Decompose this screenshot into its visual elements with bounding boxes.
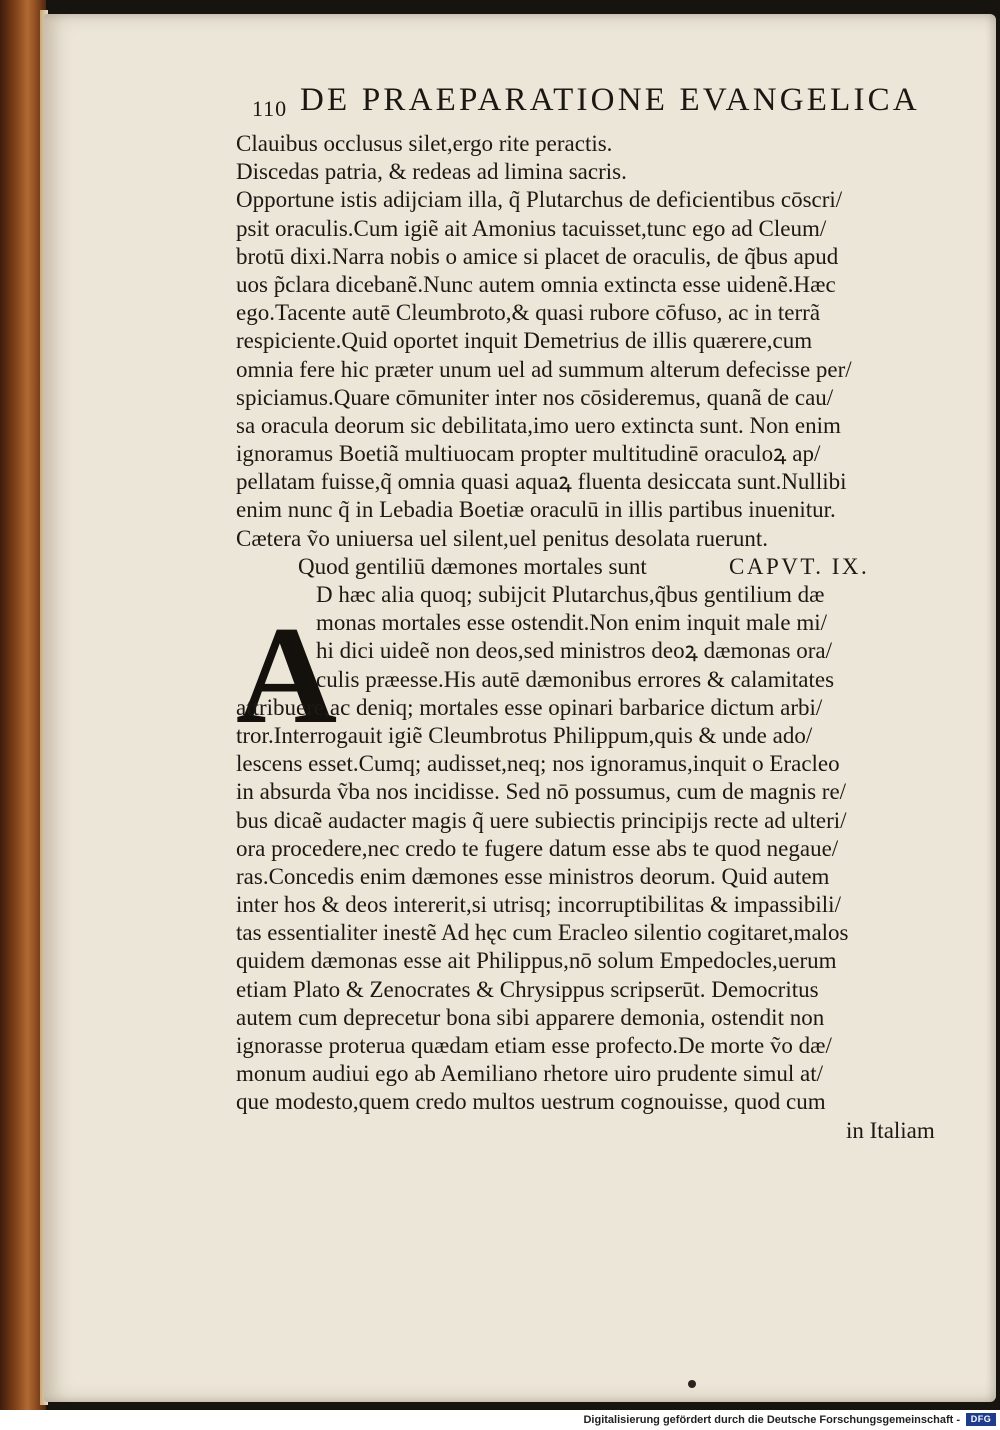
footer-credit: Digitalisierung gefördert durch die Deutsche Forschungsgemeinschaft - — [583, 1414, 960, 1426]
digitization-footer — [0, 1410, 1000, 1430]
text-line: inter hos & deos intererit,si utrisq; incorruptibilitas & impassibili/ — [236, 892, 841, 918]
chapter-heading — [236, 553, 956, 581]
text-line: ego.Tacente autē Cleumbroto,& quasi rubore cōfuso, ac in terrã — [236, 300, 821, 326]
text-line: bus dicaẽ audacter magis q̃ uere subiectis principijs recte ad ulteri/ — [236, 807, 847, 833]
text-line: pellatam fuisse,q̃ omnia quasi aquaꝝ fluenta desiccata sunt.Nullibi — [236, 469, 847, 495]
text-line: lescens esset.Cumq; audisset,neq; nos ignoramus,inquit o Eracleo — [236, 751, 840, 777]
text-line: psit oraculis.Cum igiẽ ait Amonius tacuisset,tunc ego ad Cleum/ — [236, 215, 827, 241]
decorated-drop-initial: A — [236, 598, 338, 753]
chapter-label: CAPVT. IX. — [729, 553, 870, 579]
text-line: ras.Concedis enim dæmones esse ministros deorum. Quid autem — [236, 863, 830, 889]
body-text — [236, 130, 956, 1145]
text-line: Clauibus occlusus silet,ergo rite peractis. — [236, 131, 613, 156]
text-line: monas mortales esse ostendit.Non enim inquit male mi/ — [316, 610, 828, 636]
text-line: D hæc alia quoq; subijcit Plutarchus,q̃bus gentilium dæ — [316, 582, 825, 607]
text-line: monum audiui ego ab Aemiliano rhetore uiro prudente simul at/ — [236, 1061, 824, 1087]
running-head — [250, 82, 950, 128]
text-line: etiam Plato & Zenocrates & Chrysippus scripserūt. Democritus — [236, 976, 819, 1002]
text-line: Discedas patria, & redeas ad limina sacris. — [236, 159, 627, 185]
text-line: enim nunc q̃ in Lebadia Boetiæ oraculū in illis partibus inuenitur. — [236, 497, 836, 523]
text-line: autem cum deprecetur bona sibi apparere demonia, ostendit non — [236, 1004, 825, 1030]
chapter-title: Quod gentiliū dæmones mortales sunt — [298, 553, 647, 579]
text-line: hi dici uideẽ non deos,sed ministros deoꝝ dæmonas ora/ — [316, 638, 833, 664]
text-line: spiciamus.Quare cōmuniter inter nos cōsideremus, quanã de cau/ — [236, 384, 834, 410]
text-line: Opportune istis adijciam illa, q̃ Plutarchus de deficientibus cōscri/ — [236, 187, 843, 213]
text-line: brotū dixi.Narra nobis o amice si placet de oraculis, de q̃bus apud — [236, 243, 839, 269]
text-line: tas essentialiter inestẽ Ad hęc cum Eracleo silentio cogitaret,malos — [236, 920, 849, 946]
text-line: quidem dæmonas esse ait Philippus,nō solum Empedocles,uerum — [236, 948, 837, 974]
text-line: ora procedere,nec credo te fugere datum esse abs te quod negaue/ — [236, 835, 839, 861]
text-line: culis præesse.His autē dæmonibus errores & calamitates — [316, 666, 835, 692]
text-line: Cætera ṽo uniuersa uel silent,uel penitus desolata ruerunt. — [236, 525, 769, 551]
page-number: 110 — [252, 96, 288, 121]
text-line: sa oracula deorum sic debilitata,imo uero extincta sunt. Non enim — [236, 412, 841, 438]
text-line: attribuere,ac deniq; mortales esse opinari barbarice dictum arbi/ — [236, 694, 823, 720]
text-line: ignoramus Boetiã multiuocam propter multitudinē oraculoꝝ ap/ — [236, 441, 821, 467]
dfg-logo: DFG — [966, 1413, 996, 1426]
text-line: ignorasse proterua quædam etiam esse profecto.De morte ṽo dæ/ — [236, 1033, 832, 1058]
text-line: in absurda ṽba nos incidisse. Sed nō possumus, cum de magnis re/ — [236, 779, 847, 805]
ink-spot — [688, 1380, 696, 1388]
text-line: que modesto,quem credo multos uestrum cognouisse, quod cum — [236, 1089, 826, 1115]
text-line: respiciente.Quid oportet inquit Demetrius de illis quærere,cum — [236, 328, 813, 354]
text-line: uos p̃clara dicebanẽ.Nunc autem omnia extincta esse uidenẽ.Hæc — [236, 271, 836, 297]
text-line: tror.Interrogauit igiẽ Cleumbrotus Philippum,quis & unde ado/ — [236, 722, 813, 748]
catchword: in Italiam — [846, 1117, 935, 1143]
text-line: omnia fere hic præter unum uel ad summum alterum defecisse per/ — [236, 356, 852, 382]
running-head-title: DE PRAEPARATIONE EVANGELICA — [300, 82, 920, 118]
